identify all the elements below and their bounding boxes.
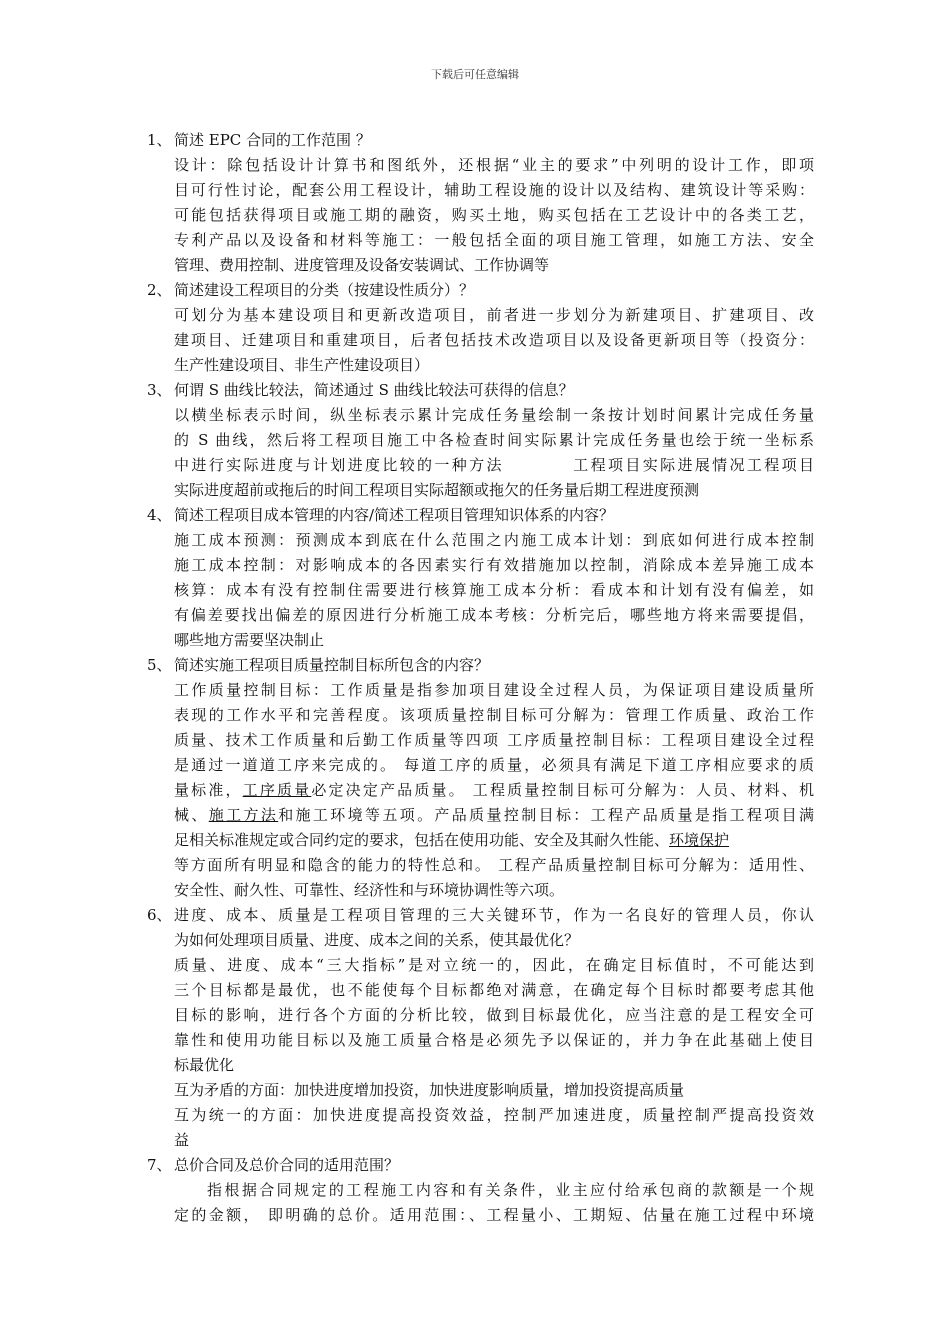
page-header: 下载后可任意编辑 xyxy=(431,68,519,81)
answer-line: 哪些地方需要坚决制止 xyxy=(174,631,325,649)
question-title: 进度、成本、质量是工程项目管理的三大关键环节，作为一名良好的管理人员，你认 xyxy=(174,906,814,924)
answer-line: 有偏差要找出偏差的原因进行分析施工成本考核：分析完后，哪些地方将来需要提倡， xyxy=(174,606,814,624)
question-4 xyxy=(0,503,950,653)
question-number: 7、 xyxy=(147,1156,172,1174)
answer-line: 专利产品以及设备和材料等施工：一般包括全面的项目施工管理，如施工方法、安全 xyxy=(174,231,814,249)
question-5 xyxy=(0,653,950,903)
answer-line: 可能包括获得项目或施工期的融资，购买土地，购买包括在工艺设计中的各类工艺， xyxy=(174,206,814,224)
answer-line: 可划分为基本建设项目和更新改造项目，前者进一步划分为新建项目、扩建项目、改 xyxy=(174,306,814,324)
underlined-term: 工序质量 xyxy=(242,781,312,799)
answer-line: 靠性和使用功能目标以及施工质量合格是必须先予以保证的，并力争在此基础上使目 xyxy=(174,1031,814,1049)
question-7 xyxy=(0,1153,950,1228)
question-title: 何谓 S 曲线比较法，简述通过 S 曲线比较法可获得的信息？ xyxy=(174,381,574,399)
question-number: 5、 xyxy=(147,656,172,674)
answer-line: 建项目、迁建项目和重建项目，后者包括技术改造项目以及设备更新项目等（投资分： xyxy=(174,331,814,349)
answer-line: 质量、进度、成本“三大指标”是对立统一的，因此，在确定目标值时，不可能达到 xyxy=(174,956,814,974)
question-3 xyxy=(0,378,950,503)
answer-line: 等方面所有明显和隐含的能力的特性总和。 工程产品质量控制目标可分解为：适用性、 xyxy=(174,856,814,874)
answer-line: 指根据合同规定的工程施工内容和有关条件，业主应付给承包商的款额是一个规 xyxy=(207,1181,814,1199)
answer-line: 中进行实际进度与计划进度比较的一种方法 工程项目实际进展情况工程项目 xyxy=(174,456,814,474)
answer-line: 的 S 曲线，然后将工程项目施工中各检查时间实际累计完成任务量也绘于统一坐标系 xyxy=(174,431,814,449)
document-body xyxy=(0,128,950,1228)
question-title: 简述实施工程项目质量控制目标所包含的内容？ xyxy=(174,656,490,674)
answer-line: 互为矛盾的方面：加快进度增加投资，加快进度影响质量，增加投资提高质量 xyxy=(174,1081,685,1099)
answer-line: 质量、技术工作质量和后勤工作质量等四项 工序质量控制目标：工程项目建设全过程 xyxy=(174,731,814,749)
question-title: 简述工程项目成本管理的内容/简述工程项目管理知识体系的内容？ xyxy=(174,506,615,524)
answer-line: 标最优化 xyxy=(174,1056,235,1074)
text-segment: 和施工环境等五项。产品质量控制目标：工程产品质量是指工程项目满 xyxy=(278,806,814,824)
answer-line xyxy=(174,778,814,803)
answer-line xyxy=(174,803,814,828)
text-segment: 必定决定产品质量。 工程质量控制目标可分解为：人员、材料、机 xyxy=(311,781,814,799)
answer-line: 三个目标都是最优，也不能使每个目标都绝对满意，在确定每个目标时都要考虑其他 xyxy=(174,981,814,999)
question-6 xyxy=(0,903,950,1153)
answer-line: 以横坐标表示时间，纵坐标表示累计完成任务量绘制一条按计划时间累计完成任务量 xyxy=(174,406,814,424)
answer-line: 生产性建设项目、非生产性建设项目） xyxy=(174,356,430,374)
text-segment: 量标准， xyxy=(174,781,243,799)
text-segment: 足相关标准规定或合同约定的要求，包括在使用功能、安全及其耐久性能、 xyxy=(174,831,670,849)
answer-line: 表现的工作水平和完善程度。该项质量控制目标可分解为：管理工作质量、政治工作 xyxy=(174,706,814,724)
answer-line: 安全性、耐久性、可靠性、经济性和与环境协调性等六项。 xyxy=(174,881,565,899)
question-2 xyxy=(0,278,950,378)
answer-line: 目可行性讨论，配套公用工程设计，辅助工程设施的设计以及结构、建筑设计等采购： xyxy=(174,181,814,199)
question-title: 简述 EPC 合同的工作范围 ？ xyxy=(174,131,371,149)
answer-line: 管理、费用控制、进度管理及设备安装调试、工作协调等 xyxy=(174,256,550,274)
question-1 xyxy=(0,128,950,278)
question-title: 总价合同及总价合同的适用范围？ xyxy=(174,1156,400,1174)
question-number: 2、 xyxy=(147,281,172,299)
answer-line: 互为统一的方面：加快进度提高投资效益，控制严加速进度，质量控制严提高投资效 xyxy=(174,1106,814,1124)
answer-line: 核算：成本有没有控制住需要进行核算施工成本分析：看成本和计划有没有偏差，如 xyxy=(174,581,814,599)
question-number: 4、 xyxy=(147,506,172,524)
answer-line: 益 xyxy=(174,1131,190,1149)
question-number: 6、 xyxy=(147,906,172,924)
answer-line: 施工成本预测：预测成本到底在什么范围之内施工成本计划：到底如何进行成本控制 xyxy=(174,531,814,549)
answer-line: 定的金额， 即明确的总价。适用范围：、工程量小、工期短、估量在施工过程中环境 xyxy=(174,1206,814,1224)
answer-line: 是通过一道道工序来完成的。 每道工序的质量，必须具有满足下道工序相应要求的质 xyxy=(174,756,814,774)
answer-line: 施工成本控制：对影响成本的各因素实行有效措施加以控制，消除成本差异施工成本 xyxy=(174,556,814,574)
answer-line: 工作质量控制目标：工作质量是指参加项目建设全过程人员，为保证项目建设质量所 xyxy=(174,681,814,699)
question-title-continued: 为如何处理项目质量、进度、成本之间的关系，使其最优化？ xyxy=(174,931,580,949)
question-number: 1、 xyxy=(147,131,172,149)
underlined-term: 环境保护 xyxy=(669,831,730,849)
answer-line: 实际进度超前或拖后的时间工程项目实际超额或拖欠的任务量后期工程进度预测 xyxy=(174,481,700,499)
answer-line: 设计：除包括设计计算书和图纸外，还根据“业主的要求”中列明的设计工作，即项 xyxy=(174,156,814,174)
text-segment: 械、 xyxy=(174,806,209,824)
underlined-term: 施工方法 xyxy=(208,806,279,824)
question-number: 3、 xyxy=(147,381,172,399)
answer-line xyxy=(174,828,814,853)
question-title: 简述建设工程项目的分类（按建设性质分）？ xyxy=(174,281,475,299)
answer-line: 目标的影响，进行各个方面的分析比较，做到目标最优化，应当注意的是工程安全可 xyxy=(174,1006,814,1024)
